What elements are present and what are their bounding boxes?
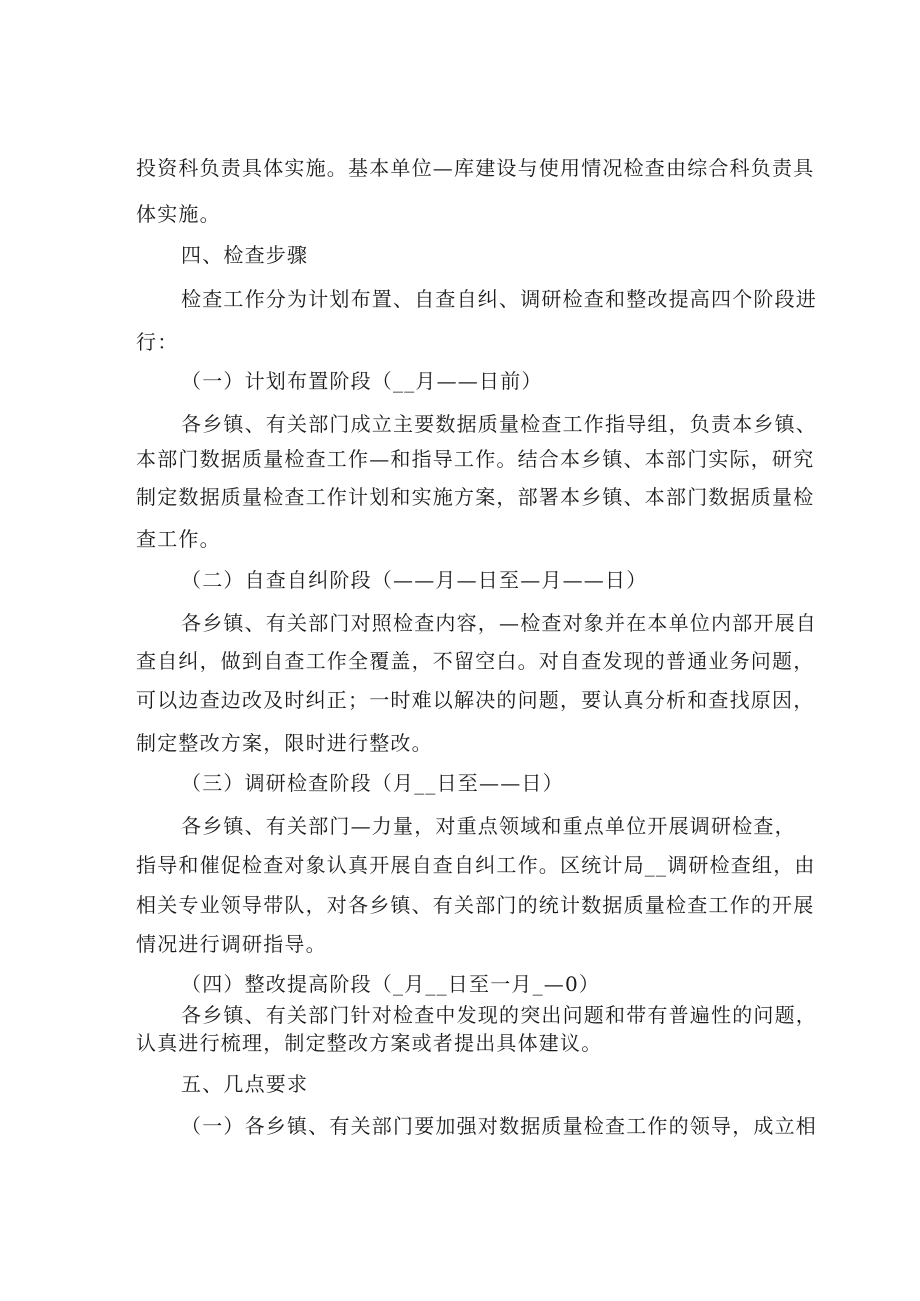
text-line-8: 本部门数据质量检查工作—和指导工作。结合本乡镇、本部门实际，研究 (136, 447, 815, 471)
text-line-17: 各乡镇、有关部门—力量，对重点领域和重点单位开展调研检查， (181, 814, 796, 838)
section-heading-4: 四、检查步骤 (181, 243, 309, 267)
text-line-12: 各乡镇、有关部门对照检查内容，—检查对象并在本单位内部开展自 (181, 611, 817, 635)
text-line-22: 各乡镇、有关部门针对检查中发现的突出问题和带有普遍性的问题， (181, 1003, 817, 1027)
text-line-4: 检查工作分为计划布置、自查自纠、调研检查和整改提高四个阶段进 (181, 287, 817, 311)
stage-heading-3: （三）调研检查阶段（月__日至——日） (181, 771, 564, 795)
text-line-5: 行： (136, 330, 179, 354)
text-line-2: 体实施。 (136, 202, 221, 226)
text-line-15: 制定整改方案，限时进行整改。 (136, 731, 433, 755)
text-line-10: 查工作。 (136, 527, 221, 551)
text-line-20: 情况进行调研指导。 (136, 932, 327, 956)
text-line-9: 制定数据质量检查工作计划和实施方案，部署本乡镇、本部门数据质量检 (136, 485, 815, 509)
text-line-25: （一）各乡镇、有关部门要加强对数据质量检查工作的领导，成立相 (181, 1114, 817, 1138)
text-line-23: 认真进行梳理，制定整改方案或者提出具体建议。 (136, 1031, 603, 1055)
text-line-19: 相关专业领导带队，对各乡镇、有关部门的统计数据质量检查工作的开展 (136, 893, 815, 917)
section-heading-5: 五、几点要求 (181, 1072, 309, 1096)
stage-heading-2: （二）自查自纠阶段（——月—日至—月——日） (181, 568, 648, 592)
text-line-14: 可以边查边改及时纠正；一时难以解决的问题，要认真分析和查找原因， (136, 688, 815, 712)
stage-heading-1: （一）计划布置阶段（__月——日前） (181, 369, 543, 393)
text-line-18: 指导和催促检查对象认真开展自查自纠工作。区统计局__调研检查组，由 (136, 853, 816, 877)
stage-heading-4: （四）整改提高阶段（_月__日至一月_—0） (181, 972, 601, 996)
text-line-1: 投资科负责具体实施。基本单位—库建设与使用情况检查由综合科负责具 (136, 156, 815, 180)
text-line-7: 各乡镇、有关部门成立主要数据质量检查工作指导组，负责本乡镇、 (181, 412, 817, 436)
text-line-13: 查自纠，做到自查工作全覆盖，不留空白。对自查发现的普通业务问题， (136, 649, 815, 673)
